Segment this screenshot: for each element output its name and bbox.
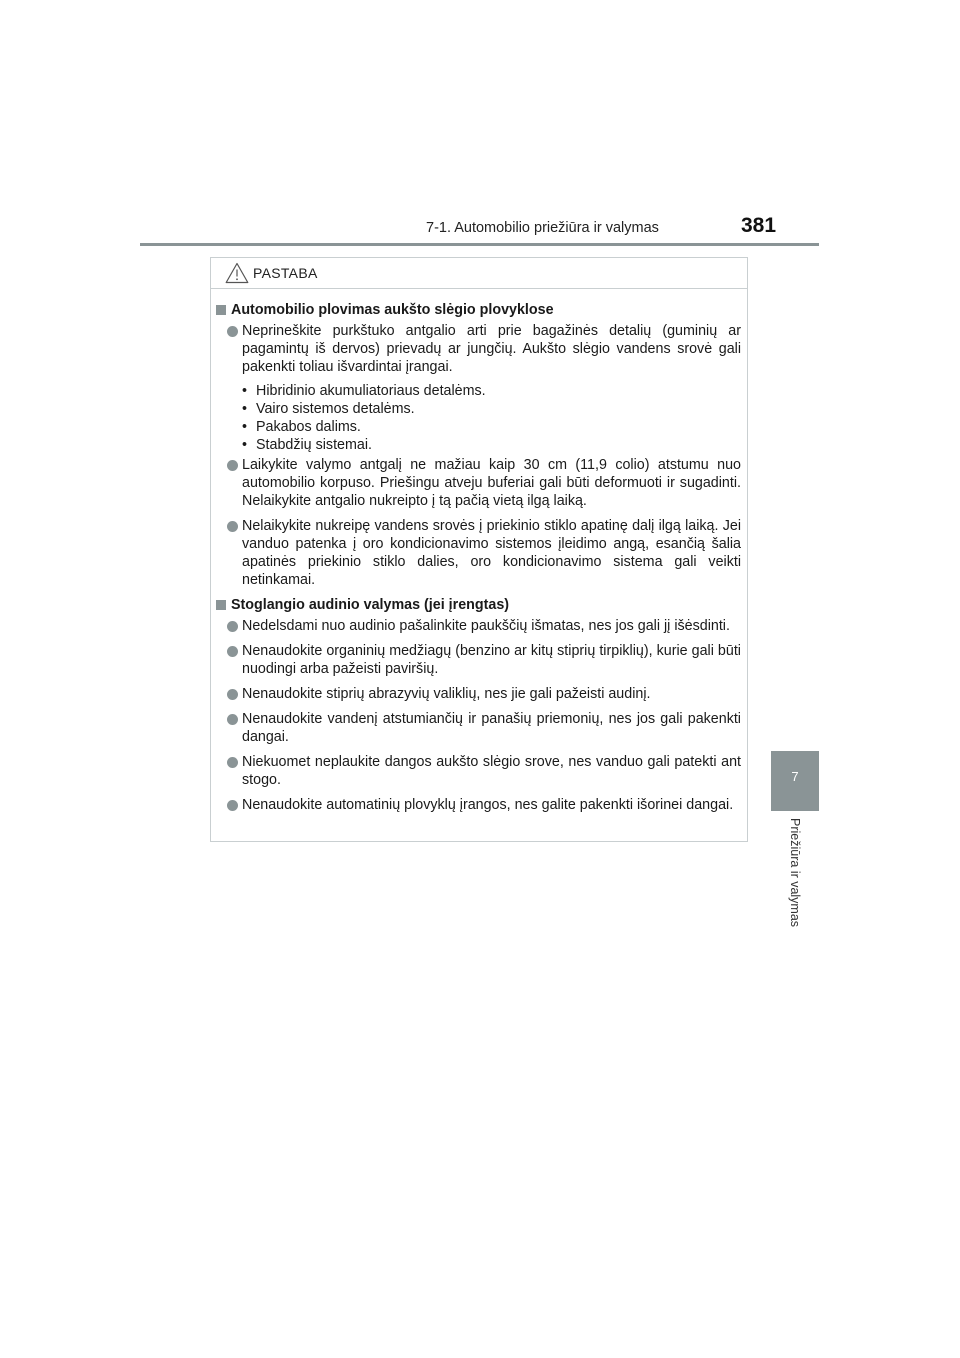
list-item xyxy=(227,753,741,789)
round-bullet-icon xyxy=(227,800,238,811)
list-item xyxy=(227,617,741,635)
round-bullet-icon xyxy=(227,646,238,657)
sub-list-items xyxy=(242,382,741,454)
square-bullet-icon xyxy=(216,600,226,610)
sub-bullet-icon: • xyxy=(242,383,248,399)
list-item xyxy=(227,517,741,589)
round-bullet-icon xyxy=(227,460,238,471)
header-rule xyxy=(140,243,819,246)
list-item-text: Nedelsdami nuo audinio pašalinkite paukščių išmatas, nes jos gali jį išėsdinti. xyxy=(242,618,730,634)
list-item-text: Niekuomet neplaukite dangos aukšto slėgio srove, nes vanduo gali patekti ant stogo. xyxy=(242,754,741,788)
list-item xyxy=(227,685,741,703)
round-bullet-icon xyxy=(227,714,238,725)
chapter-label-text: Priežiūra ir valymas xyxy=(788,818,802,928)
list-item xyxy=(227,322,741,376)
list-item xyxy=(227,456,741,510)
section-heading xyxy=(216,596,741,614)
notice-title: PASTABA xyxy=(253,265,318,281)
list-item-content xyxy=(242,322,741,376)
page-number: 381 xyxy=(741,214,777,237)
list-item xyxy=(227,642,741,678)
round-bullet-icon xyxy=(227,621,238,632)
list-item xyxy=(227,796,741,814)
chapter-label xyxy=(783,818,807,948)
notice-section xyxy=(216,301,741,589)
notice-header xyxy=(211,258,747,289)
list-item-text: Nenaudokite automatinių plovyklų įrangos, nes galite pakenkti išorinei dangai. xyxy=(242,797,734,813)
chapter-tab xyxy=(771,751,819,811)
sub-list-item xyxy=(242,418,741,436)
sub-list-item-text: Hibridinio akumuliatoriaus detalėms. xyxy=(256,383,486,399)
round-bullet-icon xyxy=(227,757,238,768)
list-item-text: Nenaudokite organinių medžiagų (benzino ar kitų stiprių tirpiklių), kurie gali būti nuodingi arba pažeisti paviršių. xyxy=(242,643,741,677)
header-section-title: 7-1. Automobilio priežiūra ir valymas xyxy=(426,220,659,236)
sub-list-item xyxy=(242,400,741,418)
sub-bullet-icon: • xyxy=(242,419,248,435)
sub-bullet-icon: • xyxy=(242,401,248,417)
section-heading-text: Automobilio plovimas aukšto slėgio plovyklose xyxy=(231,302,554,318)
notice-box xyxy=(210,257,748,842)
round-bullet-icon xyxy=(227,326,238,337)
list-item-text: Laikykite valymo antgalį ne mažiau kaip 30 cm (11,9 colio) atstumu nuo automobilio korpuso. Priešingu atveju buferiai gali būti deformuoti ir sugadinti. Nelaikykite antgalio nukreipto į tą pačią vietą ilgą laiką. xyxy=(242,457,741,509)
chapter-number: 7 xyxy=(791,769,799,784)
sub-list-item xyxy=(242,382,741,400)
list-item-text: Neprineškite purkštuko antgalio arti prie bagažinės detalių (guminių ar pagamintų iš dervos) prievadų ar jungčių. Aukšto slėgio vandens srovė gali pakenkti toliau išvardintai įrangai. xyxy=(242,323,741,375)
list-item-text: Nenaudokite stiprių abrazyvių valiklių, nes jie gali pažeisti audinį. xyxy=(242,686,651,702)
list-item xyxy=(227,710,741,746)
section-heading-text: Stoglangio audinio valymas (jei įrengtas) xyxy=(231,597,510,613)
sub-list-item-text: Stabdžių sistemai. xyxy=(256,437,373,453)
notice-section xyxy=(216,596,741,814)
section-heading xyxy=(216,301,741,319)
round-bullet-icon xyxy=(227,689,238,700)
sub-list xyxy=(216,382,741,454)
square-bullet-icon xyxy=(216,305,226,315)
sub-list-item-text: Pakabos dalims. xyxy=(256,419,361,435)
list-item-text: Nenaudokite vandenį atstumiančių ir panašių priemonių, nes jos gali pakenkti dangai. xyxy=(242,711,741,745)
sub-bullet-icon: • xyxy=(242,437,248,453)
sub-list-item xyxy=(242,436,741,454)
notice-body xyxy=(211,289,747,814)
warning-triangle-icon xyxy=(225,262,249,284)
sub-list-item-text: Vairo sistemos detalėms. xyxy=(256,401,415,417)
round-bullet-icon xyxy=(227,521,238,532)
list-item-text: Nelaikykite nukreipę vandens srovės į priekinio stiklo apatinę dalį ilgą laiką. Jei vanduo patenka į oro kondicionavimo sistemos įleidimo angą, esančią šalia apatinės priekinio stiklo dalies, oro kondicionavimo sistema gali veikti netinkamai. xyxy=(242,518,741,588)
